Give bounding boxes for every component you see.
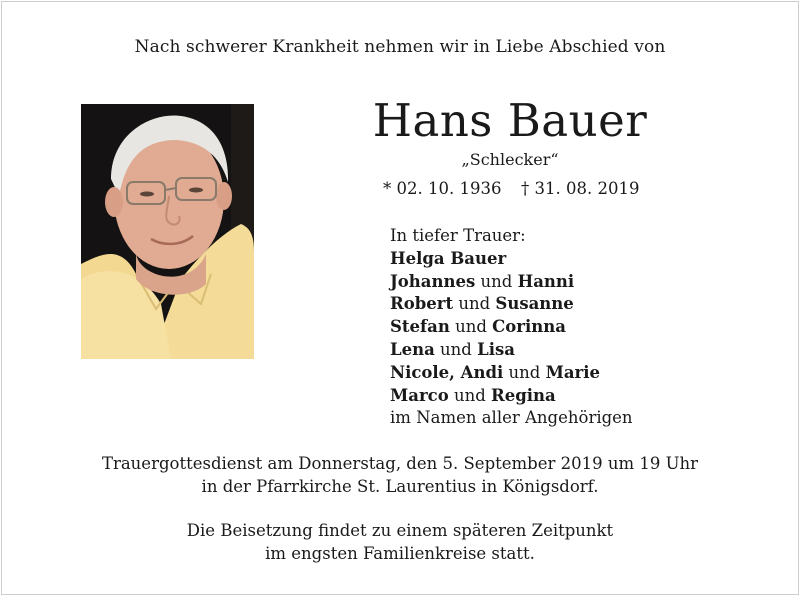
mourner-line [390, 385, 633, 408]
conjunction: und [508, 362, 541, 382]
mourner-name: Robert [390, 294, 454, 314]
service-line: Trauergottesdienst am Donnerstag, den 5. September 2019 um 19 Uhr [101, 454, 699, 473]
mourner-name: Corinna [492, 317, 566, 337]
mourner-name: Stefan [390, 317, 450, 337]
mourner-name: Hanni [517, 271, 575, 291]
mourner-line [390, 271, 633, 294]
burial-line: im engsten Familienkreise statt. [265, 544, 535, 563]
mourner-name: Johannes [390, 271, 476, 291]
death-date: † 31. 08. 2019 [521, 179, 640, 198]
mourner-line [390, 362, 633, 385]
conjunction: und [455, 317, 487, 337]
burial-line: Die Beisetzung findet zu einem späteren Zeitpunkt [186, 521, 614, 540]
mourner-name: Lisa [477, 339, 515, 359]
mourner-name: Helga Bauer [390, 248, 507, 268]
mourner-name: Regina [491, 385, 556, 405]
mourner-name: Lena [390, 339, 435, 359]
mourning-heading: In tiefer Trauer: [390, 226, 526, 245]
mourning-footer: im Namen aller Angehörigen [390, 408, 633, 428]
mourner-name: Marie [545, 362, 601, 382]
birth-date: * 02. 10. 1936 [383, 179, 502, 198]
deceased-name: Hans Bauer [372, 94, 648, 147]
mourner-name: Nicole, Andi [390, 362, 504, 382]
intro-text: Nach schwerer Krankheit nehmen wir in Liebe Abschied von [134, 37, 666, 57]
burial-info [0, 519, 800, 565]
conjunction: und [480, 271, 513, 291]
mourner-name: Marco [390, 385, 449, 405]
deceased-nickname: „Schlecker“ [461, 150, 559, 169]
mourner-line [390, 293, 633, 316]
conjunction: und [458, 294, 491, 314]
mourner-line [390, 339, 633, 362]
mourner-line [390, 248, 633, 271]
service-line: in der Pfarrkirche St. Laurentius in Königsdorf. [201, 477, 599, 496]
conjunction: und [453, 385, 486, 405]
mourners-list [390, 225, 633, 430]
service-info [0, 452, 800, 498]
mourner-line [390, 316, 633, 339]
conjunction: und [440, 339, 472, 359]
portrait-photo [81, 104, 254, 359]
mourner-name: Susanne [495, 294, 574, 314]
